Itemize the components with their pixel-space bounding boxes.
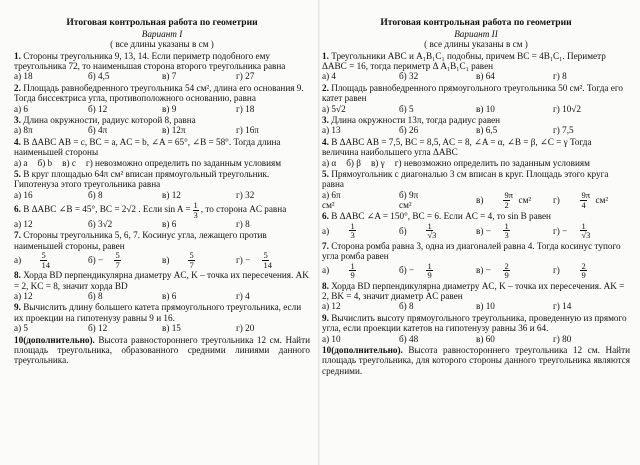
task-number: 1. — [14, 50, 21, 61]
task-text: Высота равностороннего треугольника 12 см. Найти площадь треугольника, образованного средними линиями данного треугольника. — [14, 334, 310, 366]
answer-option: б) 4π — [88, 125, 108, 136]
numerator: 5 — [115, 250, 120, 261]
option-prefix: г) − — [236, 255, 251, 266]
answer-option — [399, 190, 476, 211]
task-10 — [14, 335, 310, 366]
answer-option: а) a — [14, 157, 28, 168]
task-text: Вычислить высоту прямоугольного треугольника, проведенную из прямого угла, если проекции катетов на гипотенузу равны 36 и 64. — [322, 312, 627, 334]
variant-label: Вариант II — [454, 28, 498, 39]
answer-option: в) 64 — [476, 71, 495, 82]
denominator: 3 — [193, 209, 198, 220]
answer-options — [14, 323, 310, 333]
answer-option: а) 18 — [14, 71, 33, 82]
answer-option: г) невозможно определить по заданным условиям — [85, 157, 282, 168]
task-text: Площадь равнобедренного треугольника 54 см², длина его основания 9. Тогда биссектриса угла, противоположного основанию, равна — [14, 82, 304, 104]
answer-option: г) 16π — [236, 125, 259, 136]
numerator: 1 — [504, 220, 509, 231]
option-prefix: б) 9π см² — [399, 189, 419, 211]
numerator: 1 — [427, 260, 432, 271]
variant-1-column — [14, 18, 310, 366]
option-prefix: в) — [162, 255, 170, 266]
task-number: 6. — [14, 204, 21, 215]
answer-option: в) 6 — [162, 219, 177, 230]
answer-option: г) 4 — [236, 291, 250, 302]
task-question — [14, 201, 310, 219]
option-prefix: г) — [553, 265, 560, 276]
answer-option — [553, 191, 630, 209]
denominator: 9 — [427, 270, 432, 281]
answer-option: б) 48 — [399, 333, 419, 344]
option-prefix: б) − — [88, 255, 104, 266]
answer-option — [14, 251, 88, 269]
option-fraction — [343, 222, 362, 240]
answer-option: г) 20 — [236, 323, 255, 334]
numerator: 9π — [504, 190, 514, 201]
task-question — [322, 137, 630, 158]
variant-label: Вариант I — [141, 28, 183, 39]
task-number: 7. — [322, 240, 329, 251]
denominator: 4 — [581, 199, 586, 210]
task-text: Длина окружности 13π, тогда радиус равен — [331, 114, 501, 125]
denominator: 14 — [263, 259, 272, 270]
task-5 — [14, 169, 310, 200]
answer-option: г) 10√2 — [553, 103, 581, 114]
option-fraction — [574, 262, 593, 280]
numerator: 1 — [581, 220, 586, 231]
answer-option: в) 60 — [476, 333, 495, 344]
answer-option: а) 4 — [322, 71, 337, 82]
option-fraction — [574, 191, 593, 209]
answer-option — [322, 190, 399, 211]
answer-option: в) 6 — [162, 291, 177, 302]
task-question — [322, 115, 630, 125]
answer-option: а) 5 — [14, 323, 29, 334]
task-text: Вычислить длину большего катета прямоугольного треугольника, если их проекции на гипотенузу равны 9 и 16. — [14, 302, 302, 323]
numerator: 9π — [581, 190, 591, 201]
task-2 — [322, 83, 630, 114]
task-8 — [322, 281, 630, 312]
answer-option: б) 8 — [399, 301, 414, 312]
answer-option: б) 4,5 — [88, 71, 110, 82]
task-9 — [14, 302, 310, 333]
answer-option: в) c — [62, 157, 76, 168]
option-fraction — [257, 251, 276, 269]
option-unit: см² — [595, 194, 609, 205]
task-question — [14, 51, 310, 72]
task-text: В круг площадью 64π см² вписан прямоугольный треугольник. Гипотенуза этого треугольника равна — [14, 168, 270, 190]
answer-options — [322, 125, 630, 135]
option-prefix: а) 6π см² — [322, 189, 341, 211]
task-question — [322, 83, 630, 104]
answer-option: г) невозможно определить по заданным условиям — [394, 157, 590, 168]
exam-title: Итоговая контрольная работа по геометрии — [380, 17, 572, 28]
option-fraction — [497, 262, 516, 280]
task-question — [322, 51, 630, 72]
answer-option: б) b — [37, 157, 53, 168]
task-question — [322, 169, 630, 190]
answer-option: в) 10 — [476, 103, 495, 114]
answer-options — [14, 104, 310, 114]
option-fraction — [420, 222, 439, 240]
denominator: √3 — [581, 230, 591, 241]
answer-option — [399, 222, 476, 240]
answer-option — [322, 262, 399, 280]
answer-option — [162, 251, 236, 269]
answer-options — [14, 71, 310, 81]
task-number: 2. — [322, 82, 329, 93]
task-text: Стороны треугольника 5, 6, 7. Косинус угла, лежащего против наименьшей стороны, равен — [14, 230, 267, 251]
task-text: Сторона ромба равна 3, одна из диагоналей равна 4. Тогда косинус тупого угла ромба равен — [322, 240, 621, 262]
option-fraction — [420, 262, 439, 280]
option-fraction — [35, 251, 54, 269]
task-1 — [14, 51, 310, 82]
task-question — [14, 230, 310, 251]
answer-options — [322, 104, 630, 114]
denominator: 2 — [504, 199, 509, 210]
task-7 — [322, 241, 630, 280]
answer-option: а) 12 — [14, 219, 33, 230]
units-note: ( все длины указаны в см ) — [110, 39, 214, 50]
units-note: ( все длины указаны в см ) — [424, 39, 528, 50]
task-text: Высота равностороннего треугольника 12 см. Найти площадь треугольника, для которого стороны данного треугольника являются средними. — [322, 344, 630, 376]
answer-options — [14, 190, 310, 200]
page-fold — [318, 0, 320, 465]
answer-option: в) 15 — [162, 323, 181, 334]
task-text: В ΔABC AB = c, BC = a, AC = b, ∠A = 65°, ∠B = 58°. Тогда длина наименьшей стороны — [14, 136, 281, 158]
task-question — [322, 345, 630, 376]
denominator: 14 — [41, 259, 50, 270]
answer-option: а) 13 — [322, 125, 341, 136]
answer-option: б) 3√2 — [88, 219, 113, 230]
task-2 — [14, 83, 310, 114]
answer-option: а) 5√2 — [322, 103, 346, 114]
option-fraction — [343, 262, 362, 280]
numerator: 5 — [263, 250, 268, 261]
task-text: Площадь равнобедренного прямоугольного треугольника 50 см². Тогда его катет равен — [322, 82, 623, 104]
task-text: Хорда BD перпендикулярна диаметру AC, K – точка их пересечения. AK = 2, KC = 8, значит хорда BD — [14, 270, 309, 291]
task-number: 3. — [14, 114, 21, 125]
task-3 — [322, 115, 630, 136]
task-text: В ΔABC ∠B = 45°, BC = 2√2 . Если sin A = — [23, 204, 191, 215]
answer-option — [476, 262, 553, 280]
task-question — [14, 335, 310, 366]
task-text: Длина окружности, радиус которой 8, равна — [23, 114, 196, 125]
answer-option: а) 10 — [322, 333, 341, 344]
answer-option: б) 8 — [88, 189, 103, 200]
header — [14, 18, 310, 50]
task-9 — [322, 313, 630, 344]
task-text: , то сторона AC равна — [200, 204, 287, 215]
answer-option: г) 18 — [236, 103, 255, 114]
answer-options — [322, 262, 630, 280]
task-question — [322, 313, 630, 334]
task-number: 7. — [14, 230, 21, 241]
answer-option: г) 32 — [236, 189, 255, 200]
task-4 — [322, 137, 630, 168]
task-number: 4. — [14, 136, 21, 147]
task-number: 5. — [14, 168, 21, 179]
task-10 — [322, 345, 630, 376]
answer-option: г) 27 — [236, 71, 255, 82]
answer-option: г) 14 — [553, 301, 572, 312]
task-question — [14, 137, 310, 158]
answer-option: а) 12 — [322, 301, 341, 312]
option-prefix: г) − — [553, 225, 568, 236]
answer-option: г) 7,5 — [553, 125, 574, 136]
option-prefix: б) — [399, 225, 407, 236]
numerator: 1 — [350, 220, 355, 231]
header — [322, 18, 630, 50]
variant-2-column — [322, 18, 630, 376]
task-question — [322, 241, 630, 262]
answer-options — [322, 334, 630, 344]
task-number: 8. — [14, 270, 21, 281]
answer-option: г) 8 — [236, 219, 250, 230]
answer-option — [476, 191, 553, 209]
option-prefix: в) − — [476, 225, 491, 236]
task-question — [14, 302, 310, 323]
option-prefix: а) — [14, 255, 22, 266]
answer-option: в) γ — [370, 157, 385, 168]
numerator: 2 — [581, 260, 586, 271]
task-5 — [322, 169, 630, 211]
task-6 — [14, 201, 310, 229]
denominator: 3 — [504, 230, 509, 241]
task-question — [322, 281, 630, 302]
answer-option: в) 12 — [162, 189, 181, 200]
answer-option — [476, 222, 553, 240]
denominator: 7 — [115, 259, 120, 270]
answer-option: б) 12 — [88, 103, 108, 114]
answer-option — [322, 222, 399, 240]
answer-option — [88, 251, 162, 269]
denominator: 9 — [350, 270, 355, 281]
task-question — [14, 83, 310, 104]
answer-option — [399, 262, 476, 280]
task-question — [14, 270, 310, 291]
answer-options — [14, 219, 310, 229]
task-question — [14, 115, 310, 125]
answer-option — [236, 251, 310, 269]
option-prefix: в) — [476, 194, 484, 205]
task-number: 9. — [322, 312, 329, 323]
answer-options — [322, 190, 630, 211]
answer-option: б) β — [346, 157, 361, 168]
exam-title: Итоговая контрольная работа по геометрии — [66, 17, 258, 28]
answer-option: а) 12 — [14, 291, 33, 302]
answer-option: а) α — [322, 157, 337, 168]
task-7 — [14, 230, 310, 269]
denominator: √3 — [427, 230, 437, 241]
option-prefix: в) − — [476, 265, 491, 276]
denominator: 3 — [350, 230, 355, 241]
task-number: 10(дополнительно). — [322, 344, 403, 355]
answer-options — [14, 251, 310, 269]
answer-option: а) 16 — [14, 189, 33, 200]
option-prefix: б) − — [399, 265, 415, 276]
answer-options — [14, 158, 310, 168]
answer-option — [553, 262, 630, 280]
task-text: В ΔABC ∠A = 150°, BC = 6. Если AC = 4, то sin B равен — [331, 211, 551, 222]
task-3 — [14, 115, 310, 136]
answer-option: б) 8 — [88, 291, 103, 302]
task-number: 4. — [322, 136, 329, 147]
task-text: Прямоугольник с диагональю 3 см вписан в круг. Площадь этого круга равна — [322, 168, 609, 190]
task-text: Хорда BD перпендикулярна диаметру AC, K – точка их пересечения. AK = 2, BK = 4, значит диаметр AC равен — [322, 280, 625, 302]
task-4 — [14, 137, 310, 168]
task-number: 8. — [322, 280, 329, 291]
denominator: 9 — [504, 270, 509, 281]
option-fraction — [574, 222, 593, 240]
task-text: Треугольники ABC и A₁B₁C₁ подобны, причем BC = 4B₁C₁. Периметр ΔABC = 16, тогда периметр Δ A₁B₁C₁ равен — [322, 50, 606, 71]
sin-fraction — [193, 201, 199, 219]
task-6 — [322, 211, 630, 239]
answer-option: б) 32 — [399, 71, 419, 82]
task-8 — [14, 270, 310, 301]
answer-option: а) 8π — [14, 125, 33, 136]
answer-options — [322, 71, 630, 81]
answer-option: г) 80 — [553, 333, 572, 344]
answer-options — [14, 125, 310, 135]
task-number: 10(дополнительно). — [14, 334, 95, 345]
answer-option: г) 8 — [553, 71, 567, 82]
option-prefix: а) — [322, 225, 330, 236]
numerator: 1 — [427, 220, 432, 231]
denominator: 7 — [189, 259, 194, 270]
answer-option: в) 12π — [162, 125, 186, 136]
task-question — [14, 169, 310, 190]
answer-option: в) 9 — [162, 103, 177, 114]
option-prefix: г) — [553, 194, 560, 205]
task-1 — [322, 51, 630, 82]
numerator: 1 — [193, 200, 198, 211]
answer-options — [322, 222, 630, 240]
answer-option: б) 26 — [399, 125, 419, 136]
task-number: 5. — [322, 168, 329, 179]
answer-options — [322, 158, 630, 168]
answer-option: в) 6,5 — [476, 125, 498, 136]
task-number: 3. — [322, 114, 329, 125]
option-fraction — [183, 251, 202, 269]
numerator: 5 — [189, 250, 194, 261]
task-number: 1. — [322, 50, 329, 61]
answer-option: б) 5 — [399, 103, 414, 114]
answer-option: б) 12 — [88, 323, 108, 334]
task-text: В ΔABC AB = 7,5, BC = 8,5, AC = 8, ∠A = α, ∠B = β, ∠C = γ Тогда величина наибольшего угла ΔABC — [322, 136, 592, 158]
task-number: 2. — [14, 82, 21, 93]
task-number: 6. — [322, 211, 329, 222]
numerator: 1 — [350, 260, 355, 271]
task-text: Стороны треугольника 9, 13, 14. Если периметр подобного ему треугольника 72, то наименьшая сторона второго треугольника равна — [14, 50, 286, 71]
answer-option — [553, 222, 630, 240]
option-fraction — [497, 191, 516, 209]
numerator: 2 — [504, 260, 509, 271]
denominator: 9 — [581, 270, 586, 281]
task-number: 9. — [14, 302, 21, 313]
option-prefix: а) — [322, 265, 330, 276]
option-fraction — [497, 222, 516, 240]
answer-options — [322, 301, 630, 311]
option-fraction — [109, 251, 128, 269]
answer-option: в) 10 — [476, 301, 495, 312]
numerator: 5 — [41, 250, 46, 261]
answer-options — [14, 291, 310, 301]
option-unit: см² — [518, 194, 532, 205]
answer-option: в) 7 — [162, 71, 177, 82]
answer-option: а) 6 — [14, 103, 29, 114]
